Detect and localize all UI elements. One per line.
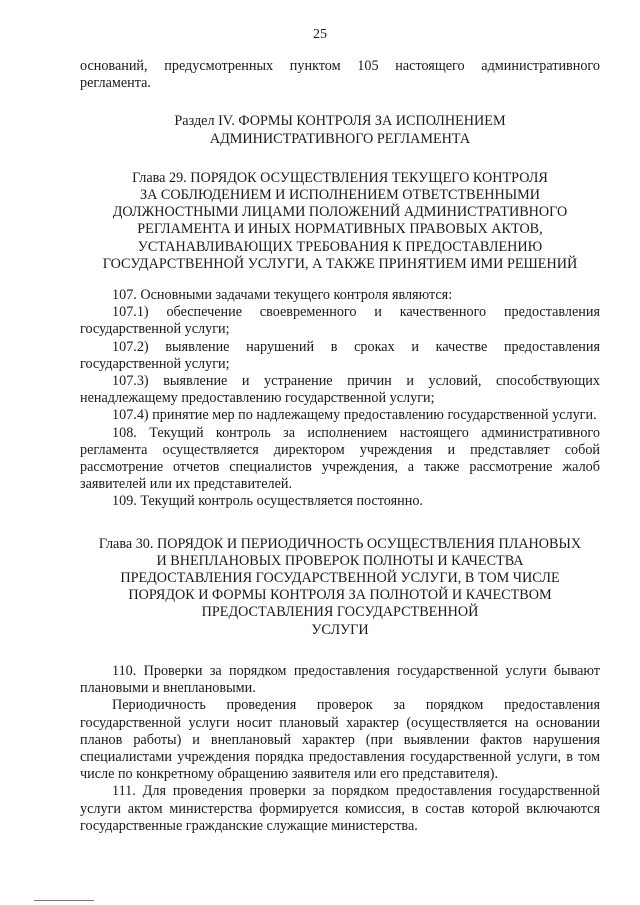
paragraph-110-periodicity: Периодичность проведения проверок за порядком предоставления государственной услуги носит плановый характер (осуществляется на основании планов работы) и внеплановый характер (при выявлении фактов нарушения специалистами учреждения порядка предоставления государственной услуги, в том числе по конкретному обращению заявителя или его представителя). xyxy=(80,697,600,783)
page-body xyxy=(80,58,600,835)
paragraph-110: 110. Проверки за порядком предоставления государственной услуги бывают плановыми и внеплановыми. xyxy=(80,662,600,697)
chapter-title-line: Глава 29. ПОРЯДОК ОСУЩЕСТВЛЕНИЯ ТЕКУЩЕГО КОНТРОЛЯ xyxy=(132,169,548,186)
paragraph-107-2: 107.2) выявление нарушений в сроках и качестве предоставления государственной услуги; xyxy=(80,338,600,372)
paragraph-107-4: 107.4) принятие мер по надлежащему предоставлению государственной услуги. xyxy=(112,407,597,424)
paragraph-107-1: 107.1) обеспечение своевременного и качественного предоставления государственной услуги; xyxy=(80,304,600,338)
chapter-title-line: ПОРЯДОК И ФОРМЫ КОНТРОЛЯ ЗА ПОЛНОТОЙ И КАЧЕСТВОМ xyxy=(128,587,552,604)
section-title-line: АДМИНИСТРАТИВНОГО РЕГЛАМЕНТА xyxy=(209,130,471,147)
continuation-line: оснований, предусмотренных пунктом 105 настоящего административного xyxy=(80,58,600,74)
chapter-title-line: ДОЛЖНОСТНЫМИ ЛИЦАМИ ПОЛОЖЕНИЙ АДМИНИСТРАТИВНОГО xyxy=(112,204,568,221)
paragraph-109: 109. Текущий контроль осуществляется постоянно. xyxy=(112,493,423,510)
paragraph-108: 108. Текущий контроль за исполнением настоящего административного регламента осуществляется директором учреждения и представляет собой рассмотрение отчетов специалистов учреждения, а также рассмотрение жалоб заявителей или их представителей. xyxy=(80,424,600,493)
page-number: 25 xyxy=(313,27,327,42)
section-iv-title xyxy=(80,113,600,147)
footer-rule xyxy=(34,900,94,901)
paragraph-107: 107. Основными задачами текущего контроля являются: xyxy=(112,287,453,304)
chapter-30-title xyxy=(80,536,600,639)
chapter-title-line: УСТАНАВЛИВАЮЩИХ ТРЕБОВАНИЯ К ПРЕДОСТАВЛЕНИЮ xyxy=(137,238,543,255)
continuation-line: регламента. xyxy=(80,75,151,92)
paragraph-111: 111. Для проведения проверки за порядком предоставления государственной услуги актом министерства формируется комиссия, в состав которой включаются государственные гражданские служащие министерства. xyxy=(80,783,600,834)
chapter-29-title xyxy=(80,170,600,273)
paragraph-107-3: 107.3) выявление и устранение причин и условий, способствующих ненадлежащему предоставлению государственной услуги; xyxy=(80,373,600,407)
chapter-title-line: РЕГЛАМЕНТА И ИНЫХ НОРМАТИВНЫХ ПРАВОВЫХ АКТОВ, xyxy=(137,221,543,238)
chapter-title-line: ЗА СОБЛЮДЕНИЕМ И ИСПОЛНЕНИЕМ ОТВЕТСТВЕННЫМИ xyxy=(139,187,541,204)
chapter-title-line: ПРЕДОСТАВЛЕНИЯ ГОСУДАРСТВЕННОЙ xyxy=(201,604,479,621)
chapter-title-line: Глава 30. ПОРЯДОК И ПЕРИОДИЧНОСТЬ ОСУЩЕСТВЛЕНИЯ ПЛАНОВЫХ xyxy=(98,535,582,552)
chapter-title-line: ГОСУДАРСТВЕННОЙ УСЛУГИ, А ТАКЖЕ ПРИНЯТИЕМ ИМИ РЕШЕНИЙ xyxy=(102,255,578,272)
chapter-title-line: И ВНЕПЛАНОВЫХ ПРОВЕРОК ПОЛНОТЫ И КАЧЕСТВА xyxy=(156,552,524,569)
chapter-title-line: УСЛУГИ xyxy=(311,621,369,638)
section-title-line: Раздел IV. ФОРМЫ КОНТРОЛЯ ЗА ИСПОЛНЕНИЕМ xyxy=(174,113,506,130)
chapter-title-line: ПРЕДОСТАВЛЕНИЯ ГОСУДАРСТВЕННОЙ УСЛУГИ, В ТОМ ЧИСЛЕ xyxy=(120,570,560,587)
